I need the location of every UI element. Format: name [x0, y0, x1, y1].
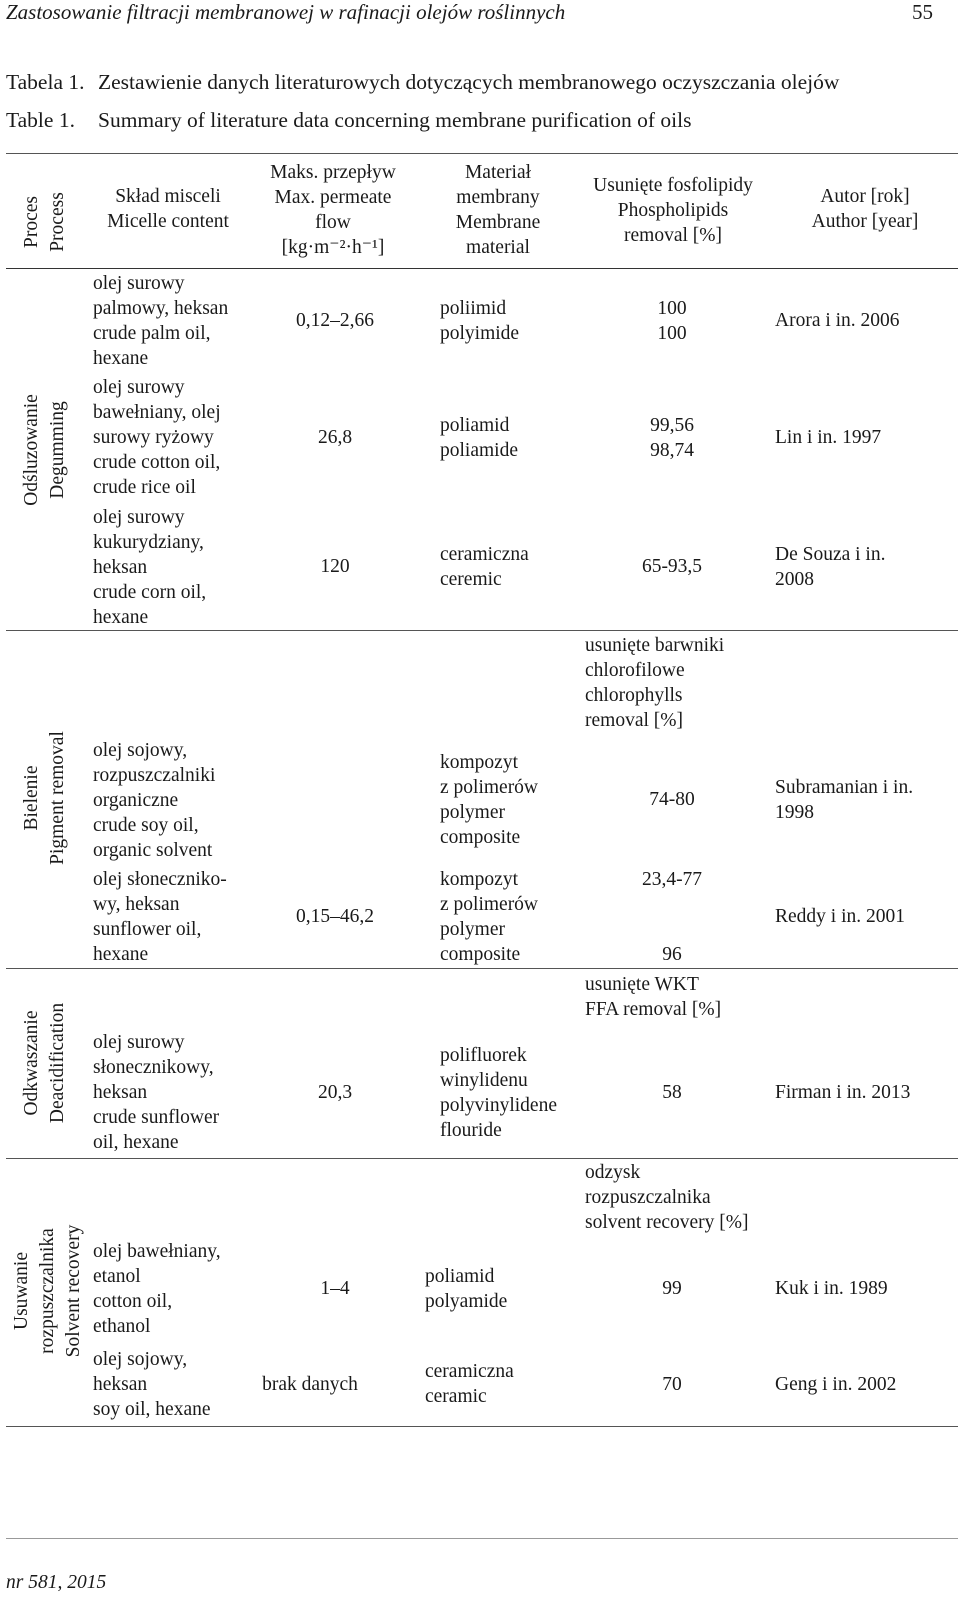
- row-7-flow: brak danych: [262, 1374, 358, 1395]
- running-head-title: Zastosowanie filtracji membranowej w rafinacji olejów roślinnych: [6, 0, 566, 24]
- row-4-material: kompozyt z polimerów polymer composite: [440, 869, 539, 965]
- subheader-deacid: usunięte WKT FFA removal [%]: [585, 974, 722, 1020]
- footer-rule: [6, 1538, 958, 1539]
- subheader-solvent: odzysk rozpuszczalnika solvent recovery [%]: [585, 1162, 749, 1233]
- footer-issue: nr 581, 2015: [6, 1572, 107, 1593]
- row-5-micelle: olej surowy słonecznikowy, heksan crude sunflower oil, hexane: [93, 1032, 220, 1153]
- header-rule: [6, 268, 958, 269]
- row-1-removal: 99,56 98,74: [650, 415, 694, 461]
- subheader-pigment: usunięte barwniki chlorofilowe chlorophylls removal [%]: [585, 635, 725, 731]
- row-7-micelle: olej sojowy, heksan soy oil, hexane: [93, 1349, 211, 1420]
- section-degumming: Odśluzowanie Degumming: [21, 394, 68, 506]
- row-3-material: kompozyt z polimerów polymer composite: [440, 752, 539, 848]
- section-rule-3: [6, 1158, 958, 1159]
- section-deacidification: Odkwaszanie Deacidification: [21, 1002, 68, 1124]
- row-2-flow: 120: [320, 556, 350, 577]
- row-5-author: Firman i in. 2013: [775, 1082, 911, 1103]
- row-6-material: poliamid polyamide: [425, 1266, 508, 1312]
- section-rule-1: [6, 630, 958, 631]
- header-material: Materiał membrany Membrane material: [455, 162, 541, 258]
- caption-en: [6, 108, 691, 133]
- row-4-removal-1: 23,4-77: [641, 869, 703, 890]
- row-1-material: poliamid poliamide: [440, 415, 518, 461]
- caption-pl-text: Zestawienie danych literaturowych dotyczących membranowego oczyszczania olejów: [98, 70, 840, 94]
- row-0-material: poliimid polyimide: [440, 298, 520, 344]
- row-7-removal: 70: [662, 1374, 682, 1395]
- page-number: 55: [912, 0, 933, 24]
- row-0-author: Arora i in. 2006: [775, 310, 900, 331]
- section-solvent: Usuwanie rozpuszczalnika Solvent recovery: [11, 1224, 84, 1358]
- row-7-author: Geng i in. 2002: [775, 1374, 897, 1395]
- row-3-removal: 74-80: [649, 789, 695, 810]
- row-4-micelle: olej słoneczniko- wy, heksan sunflower oil, hexane: [93, 869, 227, 965]
- row-2-removal: 65-93,5: [641, 556, 703, 577]
- row-3-author: Subramanian i in. 1998: [775, 777, 914, 823]
- row-1-micelle: olej surowy bawełniany, olej surowy ryżowy crude cotton oil, crude rice oil: [93, 377, 221, 498]
- row-2-material: ceramiczna ceremic: [440, 544, 529, 590]
- caption-pl: [6, 70, 839, 95]
- header-flow: Maks. przepływ Max. permeate flow [kg·m⁻²·h⁻¹]: [270, 162, 396, 258]
- row-1-flow: 26,8: [317, 427, 353, 448]
- row-6-removal: 99: [662, 1278, 682, 1299]
- row-7-material: ceramiczna ceramic: [425, 1361, 514, 1407]
- row-6-micelle: olej bawełniany, etanol cotton oil, ethanol: [93, 1241, 221, 1337]
- row-0-flow: 0,12–2,66: [296, 310, 374, 331]
- row-1-author: Lin i in. 1997: [775, 427, 882, 448]
- row-3-micelle: olej sojowy, rozpuszczalniki organiczne crude soy oil, organic solvent: [93, 740, 216, 861]
- header-process: Proces Process: [21, 192, 68, 252]
- section-rule-2: [6, 968, 958, 969]
- header-removal: Usunięte fosfolipidy Phospholipids removal [%]: [593, 175, 753, 246]
- row-4-flow: 0,15–46,2: [296, 906, 374, 927]
- header-author: Autor [rok] Author [year]: [811, 186, 919, 232]
- caption-en-label: Table 1.: [6, 108, 75, 132]
- row-6-flow: 1–4: [320, 1278, 350, 1299]
- header-micelle: Skład misceli Micelle content: [107, 186, 229, 232]
- row-6-author: Kuk i in. 1989: [775, 1278, 888, 1299]
- row-4-author: Reddy i in. 2001: [775, 906, 905, 927]
- caption-pl-label: Tabela 1.: [6, 70, 85, 94]
- table-top-rule: [6, 153, 958, 154]
- table-bottom-rule: [6, 1426, 958, 1427]
- row-0-micelle: olej surowy palmowy, heksan crude palm oil, hexane: [93, 273, 229, 369]
- caption-en-text: Summary of literature data concerning membrane purification of oils: [98, 108, 692, 132]
- row-5-flow: 20,3: [317, 1082, 353, 1103]
- row-5-removal: 58: [662, 1082, 682, 1103]
- row-2-micelle: olej surowy kukurydziany, heksan crude corn oil, hexane: [93, 507, 207, 628]
- section-pigment: Bielenie Pigment removal: [21, 731, 68, 865]
- row-4-removal-2: 96: [662, 944, 682, 965]
- row-5-material: polifluorek winylidenu polyvinylidene flouride: [440, 1045, 557, 1141]
- row-0-removal: 100 100: [657, 298, 687, 344]
- row-2-author: De Souza i in. 2008: [775, 544, 886, 590]
